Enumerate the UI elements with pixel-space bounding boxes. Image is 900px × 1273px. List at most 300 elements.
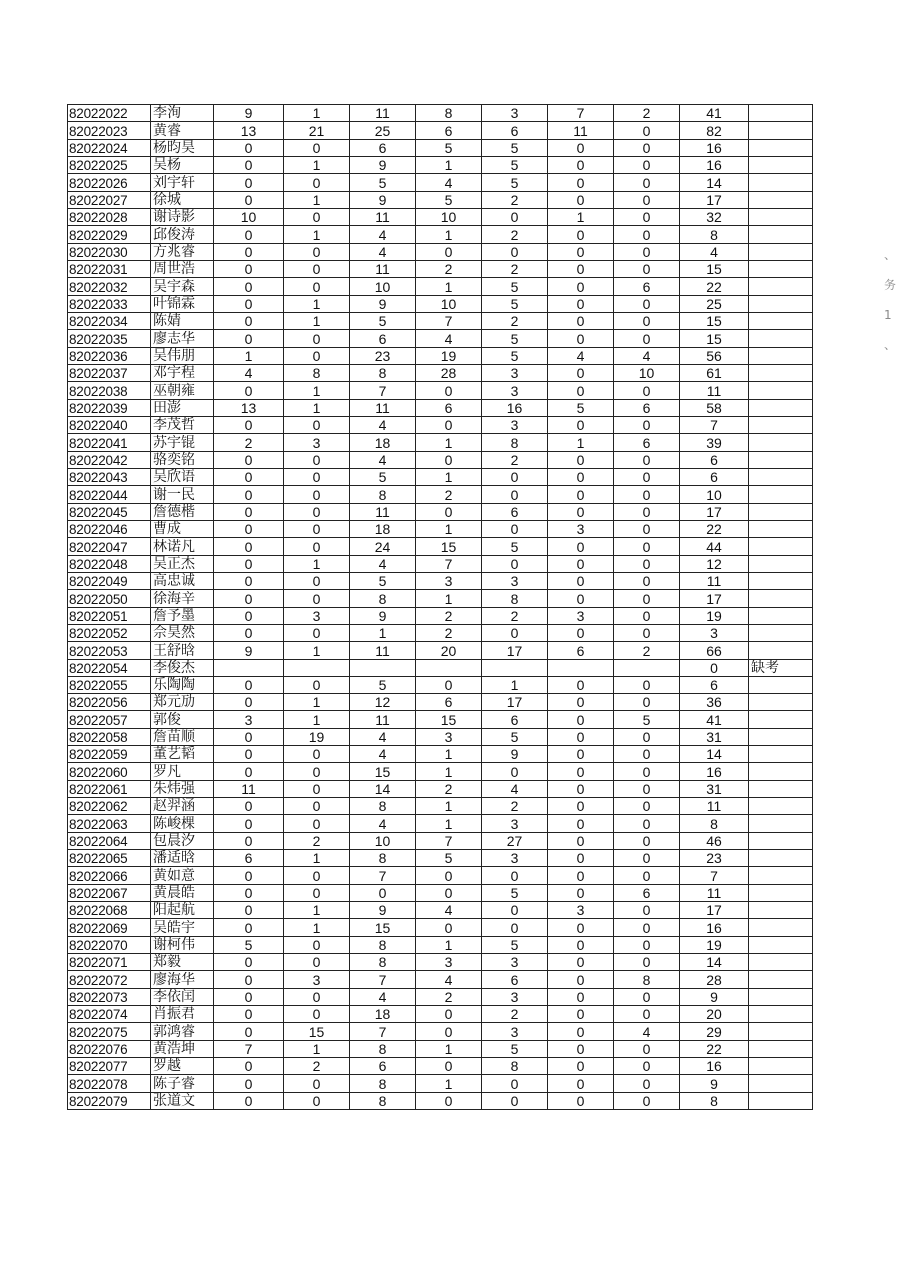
score-cell: 0 bbox=[284, 954, 350, 971]
score-cell: 3 bbox=[548, 520, 614, 537]
note-cell bbox=[749, 954, 813, 971]
note-cell bbox=[749, 815, 813, 832]
score-cell: 0 bbox=[614, 798, 680, 815]
score-cell: 11 bbox=[350, 260, 416, 277]
table-row bbox=[68, 416, 813, 433]
score-cell: 0 bbox=[482, 520, 548, 537]
note-cell bbox=[749, 590, 813, 607]
total-cell: 8 bbox=[680, 815, 749, 832]
score-cell: 0 bbox=[214, 1006, 284, 1023]
score-cell: 0 bbox=[214, 572, 284, 589]
table-row bbox=[68, 486, 813, 503]
margin-mark: 1 bbox=[884, 308, 892, 322]
score-cell: 0 bbox=[284, 988, 350, 1005]
student-id-cell: 82022037 bbox=[68, 364, 151, 381]
score-cell: 7 bbox=[416, 312, 482, 329]
student-name-cell: 罗越 bbox=[151, 1058, 214, 1075]
score-cell: 0 bbox=[214, 382, 284, 399]
score-cell: 7 bbox=[214, 1040, 284, 1057]
score-cell: 0 bbox=[284, 416, 350, 433]
score-cell: 0 bbox=[548, 416, 614, 433]
score-cell: 0 bbox=[548, 330, 614, 347]
score-cell: 1 bbox=[284, 312, 350, 329]
student-name-cell: 黄晨皓 bbox=[151, 884, 214, 901]
table-row bbox=[68, 867, 813, 884]
margin-mark: 务 bbox=[884, 278, 897, 292]
score-cell: 0 bbox=[214, 694, 284, 711]
total-cell: 41 bbox=[680, 711, 749, 728]
score-cell: 0 bbox=[614, 468, 680, 485]
score-cell: 1 bbox=[416, 746, 482, 763]
score-cell: 4 bbox=[350, 451, 416, 468]
total-cell: 9 bbox=[680, 988, 749, 1005]
total-cell: 8 bbox=[680, 1092, 749, 1109]
total-cell: 29 bbox=[680, 1023, 749, 1040]
student-name-cell: 郑毅 bbox=[151, 954, 214, 971]
total-cell: 8 bbox=[680, 226, 749, 243]
student-id-cell: 82022049 bbox=[68, 572, 151, 589]
score-cell: 5 bbox=[416, 191, 482, 208]
score-cell: 3 bbox=[548, 902, 614, 919]
score-cell: 0 bbox=[548, 538, 614, 555]
score-cell: 0 bbox=[214, 1075, 284, 1092]
score-cell: 9 bbox=[350, 295, 416, 312]
score-cell: 2 bbox=[214, 434, 284, 451]
score-cell: 0 bbox=[416, 1006, 482, 1023]
student-name-cell: 谢一民 bbox=[151, 486, 214, 503]
score-cell: 2 bbox=[416, 624, 482, 641]
score-cell: 1 bbox=[416, 936, 482, 953]
student-id-cell: 82022044 bbox=[68, 486, 151, 503]
score-cell: 0 bbox=[416, 919, 482, 936]
score-cell: 1 bbox=[284, 642, 350, 659]
total-cell: 36 bbox=[680, 694, 749, 711]
score-cell: 2 bbox=[284, 1058, 350, 1075]
table-row bbox=[68, 763, 813, 780]
score-cell: 0 bbox=[214, 746, 284, 763]
score-cell: 0 bbox=[214, 520, 284, 537]
score-cell: 0 bbox=[284, 676, 350, 693]
score-cell bbox=[214, 659, 284, 676]
note-cell bbox=[749, 382, 813, 399]
score-cell: 8 bbox=[482, 1058, 548, 1075]
student-id-cell: 82022056 bbox=[68, 694, 151, 711]
score-cell: 0 bbox=[614, 607, 680, 624]
score-cell: 0 bbox=[284, 468, 350, 485]
student-name-cell: 詹德楷 bbox=[151, 503, 214, 520]
student-id-cell: 82022035 bbox=[68, 330, 151, 347]
score-cell: 5 bbox=[482, 156, 548, 173]
score-cell bbox=[548, 659, 614, 676]
score-cell: 0 bbox=[416, 676, 482, 693]
student-id-cell: 82022039 bbox=[68, 399, 151, 416]
table-body bbox=[68, 105, 813, 1110]
score-cell: 16 bbox=[482, 399, 548, 416]
score-cell: 5 bbox=[350, 676, 416, 693]
score-cell: 0 bbox=[214, 624, 284, 641]
score-cell: 15 bbox=[416, 711, 482, 728]
score-cell: 0 bbox=[614, 763, 680, 780]
note-cell bbox=[749, 538, 813, 555]
student-id-cell: 82022045 bbox=[68, 503, 151, 520]
score-cell: 1 bbox=[284, 850, 350, 867]
student-name-cell: 李洵 bbox=[151, 105, 214, 122]
score-cell: 2 bbox=[482, 451, 548, 468]
note-cell: 缺考 bbox=[749, 659, 813, 676]
score-cell: 19 bbox=[284, 728, 350, 745]
score-cell: 0 bbox=[614, 312, 680, 329]
score-cell: 6 bbox=[350, 1058, 416, 1075]
score-cell: 0 bbox=[614, 590, 680, 607]
score-cell: 0 bbox=[284, 815, 350, 832]
score-cell: 25 bbox=[350, 122, 416, 139]
student-name-cell: 朱炜强 bbox=[151, 780, 214, 797]
score-cell: 6 bbox=[350, 139, 416, 156]
score-cell: 19 bbox=[416, 347, 482, 364]
score-cell: 6 bbox=[214, 850, 284, 867]
score-cell: 10 bbox=[350, 278, 416, 295]
student-id-cell: 82022073 bbox=[68, 988, 151, 1005]
score-cell: 0 bbox=[482, 919, 548, 936]
note-cell bbox=[749, 451, 813, 468]
total-cell: 19 bbox=[680, 936, 749, 953]
score-cell: 3 bbox=[284, 434, 350, 451]
table-row bbox=[68, 711, 813, 728]
student-id-cell: 82022030 bbox=[68, 243, 151, 260]
score-cell: 4 bbox=[614, 1023, 680, 1040]
score-cell: 3 bbox=[284, 607, 350, 624]
score-cell: 3 bbox=[482, 105, 548, 122]
table-row bbox=[68, 243, 813, 260]
table-row bbox=[68, 624, 813, 641]
score-cell: 24 bbox=[350, 538, 416, 555]
score-cell: 11 bbox=[350, 642, 416, 659]
score-cell: 0 bbox=[214, 798, 284, 815]
score-cell: 4 bbox=[416, 902, 482, 919]
score-cell: 3 bbox=[482, 416, 548, 433]
score-cell bbox=[350, 659, 416, 676]
score-cell: 1 bbox=[416, 520, 482, 537]
table-row bbox=[68, 105, 813, 122]
score-cell: 3 bbox=[416, 728, 482, 745]
total-cell: 22 bbox=[680, 520, 749, 537]
score-cell: 0 bbox=[614, 867, 680, 884]
score-cell: 0 bbox=[548, 226, 614, 243]
note-cell bbox=[749, 1006, 813, 1023]
score-cell: 8 bbox=[350, 850, 416, 867]
score-cell: 4 bbox=[350, 988, 416, 1005]
student-id-cell: 82022055 bbox=[68, 676, 151, 693]
score-cell: 0 bbox=[548, 815, 614, 832]
student-name-cell: 肖振君 bbox=[151, 1006, 214, 1023]
score-cell: 0 bbox=[214, 312, 284, 329]
total-cell: 6 bbox=[680, 468, 749, 485]
total-cell: 15 bbox=[680, 260, 749, 277]
score-cell: 0 bbox=[284, 330, 350, 347]
score-cell: 0 bbox=[284, 590, 350, 607]
score-cell: 0 bbox=[214, 243, 284, 260]
score-cell: 5 bbox=[350, 174, 416, 191]
score-cell: 6 bbox=[416, 122, 482, 139]
table-row bbox=[68, 607, 813, 624]
score-cell bbox=[614, 659, 680, 676]
score-cell: 1 bbox=[284, 902, 350, 919]
score-cell: 0 bbox=[214, 815, 284, 832]
score-cell: 3 bbox=[482, 954, 548, 971]
note-cell bbox=[749, 434, 813, 451]
student-name-cell: 郑元劢 bbox=[151, 694, 214, 711]
total-cell: 16 bbox=[680, 919, 749, 936]
note-cell bbox=[749, 780, 813, 797]
score-cell: 0 bbox=[548, 1075, 614, 1092]
student-id-cell: 82022052 bbox=[68, 624, 151, 641]
student-name-cell: 叶锦霖 bbox=[151, 295, 214, 312]
score-cell: 0 bbox=[214, 503, 284, 520]
score-cell: 3 bbox=[416, 572, 482, 589]
student-name-cell: 陈峻棵 bbox=[151, 815, 214, 832]
score-cell: 0 bbox=[614, 191, 680, 208]
score-cell: 10 bbox=[350, 832, 416, 849]
table-row bbox=[68, 174, 813, 191]
table-row bbox=[68, 850, 813, 867]
score-cell: 6 bbox=[614, 399, 680, 416]
student-name-cell: 徐城 bbox=[151, 191, 214, 208]
score-cell: 0 bbox=[214, 295, 284, 312]
score-cell: 17 bbox=[482, 694, 548, 711]
note-cell bbox=[749, 226, 813, 243]
student-name-cell: 廖志华 bbox=[151, 330, 214, 347]
score-cell: 7 bbox=[350, 1023, 416, 1040]
score-cell: 10 bbox=[416, 295, 482, 312]
score-cell: 4 bbox=[214, 364, 284, 381]
score-cell: 1 bbox=[548, 208, 614, 225]
score-cell: 5 bbox=[350, 468, 416, 485]
score-cell: 9 bbox=[214, 105, 284, 122]
total-cell: 7 bbox=[680, 416, 749, 433]
note-cell bbox=[749, 468, 813, 485]
score-cell: 0 bbox=[284, 936, 350, 953]
score-cell: 0 bbox=[614, 815, 680, 832]
table-row bbox=[68, 1058, 813, 1075]
score-cell: 6 bbox=[482, 122, 548, 139]
score-cell: 8 bbox=[350, 936, 416, 953]
score-cell: 3 bbox=[416, 954, 482, 971]
score-cell: 1 bbox=[416, 468, 482, 485]
score-cell: 21 bbox=[284, 122, 350, 139]
note-cell bbox=[749, 139, 813, 156]
student-id-cell: 82022047 bbox=[68, 538, 151, 555]
score-cell: 0 bbox=[614, 520, 680, 537]
score-cell: 0 bbox=[482, 624, 548, 641]
score-cell: 18 bbox=[350, 434, 416, 451]
score-cell: 0 bbox=[214, 919, 284, 936]
score-cell: 5 bbox=[482, 538, 548, 555]
student-name-cell: 黄如意 bbox=[151, 867, 214, 884]
student-name-cell: 罗凡 bbox=[151, 763, 214, 780]
score-cell: 0 bbox=[548, 867, 614, 884]
score-cell: 0 bbox=[284, 243, 350, 260]
score-cell: 0 bbox=[284, 798, 350, 815]
student-id-cell: 82022026 bbox=[68, 174, 151, 191]
score-cell: 0 bbox=[614, 486, 680, 503]
student-id-cell: 82022029 bbox=[68, 226, 151, 243]
score-cell: 9 bbox=[350, 191, 416, 208]
score-cell: 0 bbox=[214, 988, 284, 1005]
total-cell: 4 bbox=[680, 243, 749, 260]
score-cell: 0 bbox=[350, 884, 416, 901]
table-row bbox=[68, 832, 813, 849]
table-row bbox=[68, 468, 813, 485]
student-name-cell: 张道文 bbox=[151, 1092, 214, 1109]
score-cell: 1 bbox=[548, 434, 614, 451]
score-cell: 0 bbox=[214, 416, 284, 433]
table-row bbox=[68, 122, 813, 139]
student-id-cell: 82022046 bbox=[68, 520, 151, 537]
score-cell: 0 bbox=[284, 347, 350, 364]
table-row bbox=[68, 728, 813, 745]
score-cell: 0 bbox=[214, 954, 284, 971]
student-name-cell: 吴宇森 bbox=[151, 278, 214, 295]
score-cell: 0 bbox=[214, 191, 284, 208]
score-cell: 5 bbox=[350, 572, 416, 589]
note-cell bbox=[749, 746, 813, 763]
student-id-cell: 82022042 bbox=[68, 451, 151, 468]
total-cell: 17 bbox=[680, 191, 749, 208]
student-id-cell: 82022066 bbox=[68, 867, 151, 884]
student-id-cell: 82022078 bbox=[68, 1075, 151, 1092]
score-cell: 1 bbox=[416, 1075, 482, 1092]
score-cell: 0 bbox=[548, 919, 614, 936]
student-name-cell: 高忠诚 bbox=[151, 572, 214, 589]
student-name-cell: 林诺凡 bbox=[151, 538, 214, 555]
total-cell: 3 bbox=[680, 624, 749, 641]
note-cell bbox=[749, 295, 813, 312]
score-cell: 4 bbox=[350, 243, 416, 260]
student-name-cell: 廖海华 bbox=[151, 971, 214, 988]
score-cell: 0 bbox=[284, 520, 350, 537]
score-cell: 5 bbox=[482, 174, 548, 191]
score-cell: 1 bbox=[416, 815, 482, 832]
note-cell bbox=[749, 105, 813, 122]
score-cell: 0 bbox=[214, 538, 284, 555]
score-cell: 14 bbox=[350, 780, 416, 797]
score-cell: 0 bbox=[416, 867, 482, 884]
student-name-cell: 周世浩 bbox=[151, 260, 214, 277]
total-cell: 41 bbox=[680, 105, 749, 122]
score-cell: 0 bbox=[416, 382, 482, 399]
score-cell: 0 bbox=[548, 260, 614, 277]
table-row bbox=[68, 884, 813, 901]
note-cell bbox=[749, 902, 813, 919]
student-id-cell: 82022071 bbox=[68, 954, 151, 971]
score-cell: 0 bbox=[548, 971, 614, 988]
score-cell: 2 bbox=[416, 260, 482, 277]
table-row bbox=[68, 503, 813, 520]
score-cell: 1 bbox=[284, 1040, 350, 1057]
score-cell: 8 bbox=[482, 434, 548, 451]
total-cell: 14 bbox=[680, 746, 749, 763]
student-id-cell: 82022023 bbox=[68, 122, 151, 139]
score-cell: 1 bbox=[416, 156, 482, 173]
score-cell: 0 bbox=[482, 902, 548, 919]
table-row bbox=[68, 347, 813, 364]
score-cell: 11 bbox=[214, 780, 284, 797]
score-cell: 0 bbox=[548, 156, 614, 173]
score-cell: 2 bbox=[416, 486, 482, 503]
table-row bbox=[68, 954, 813, 971]
score-cell: 1 bbox=[284, 399, 350, 416]
score-cell: 0 bbox=[214, 884, 284, 901]
score-cell: 2 bbox=[482, 191, 548, 208]
score-cell: 0 bbox=[482, 555, 548, 572]
score-cell: 3 bbox=[482, 815, 548, 832]
table-row bbox=[68, 988, 813, 1005]
score-cell: 5 bbox=[548, 399, 614, 416]
total-cell: 14 bbox=[680, 954, 749, 971]
total-cell: 58 bbox=[680, 399, 749, 416]
score-cell: 4 bbox=[548, 347, 614, 364]
table-row bbox=[68, 208, 813, 225]
student-name-cell: 陈子睿 bbox=[151, 1075, 214, 1092]
table-row bbox=[68, 278, 813, 295]
table-row bbox=[68, 156, 813, 173]
total-cell: 0 bbox=[680, 659, 749, 676]
table-row bbox=[68, 520, 813, 537]
score-cell: 0 bbox=[614, 746, 680, 763]
note-cell bbox=[749, 1075, 813, 1092]
note-cell bbox=[749, 520, 813, 537]
table-row bbox=[68, 1092, 813, 1109]
student-name-cell: 苏宇锟 bbox=[151, 434, 214, 451]
total-cell: 16 bbox=[680, 156, 749, 173]
score-cell: 4 bbox=[350, 226, 416, 243]
score-cell: 1 bbox=[416, 590, 482, 607]
note-cell bbox=[749, 503, 813, 520]
score-cell: 0 bbox=[548, 312, 614, 329]
score-cell: 0 bbox=[614, 451, 680, 468]
score-cell: 4 bbox=[350, 728, 416, 745]
note-cell bbox=[749, 347, 813, 364]
table-row bbox=[68, 902, 813, 919]
table-row bbox=[68, 451, 813, 468]
score-cell: 0 bbox=[614, 919, 680, 936]
student-id-cell: 82022063 bbox=[68, 815, 151, 832]
score-cell: 2 bbox=[284, 832, 350, 849]
score-cell: 0 bbox=[548, 555, 614, 572]
score-cell: 0 bbox=[214, 156, 284, 173]
score-cell: 8 bbox=[482, 590, 548, 607]
total-cell: 17 bbox=[680, 902, 749, 919]
score-cell: 0 bbox=[548, 295, 614, 312]
note-cell bbox=[749, 364, 813, 381]
score-cell: 1 bbox=[214, 347, 284, 364]
score-cell: 2 bbox=[482, 226, 548, 243]
score-cell: 0 bbox=[614, 382, 680, 399]
score-cell: 0 bbox=[416, 451, 482, 468]
score-cell: 0 bbox=[214, 174, 284, 191]
score-cell: 0 bbox=[548, 850, 614, 867]
score-cell: 0 bbox=[214, 330, 284, 347]
score-cell: 0 bbox=[284, 624, 350, 641]
table-row bbox=[68, 590, 813, 607]
table-row bbox=[68, 139, 813, 156]
score-cell: 0 bbox=[548, 1023, 614, 1040]
score-cell: 0 bbox=[548, 798, 614, 815]
score-cell: 0 bbox=[482, 763, 548, 780]
score-cell: 0 bbox=[548, 676, 614, 693]
total-cell: 14 bbox=[680, 174, 749, 191]
score-cell: 0 bbox=[482, 208, 548, 225]
